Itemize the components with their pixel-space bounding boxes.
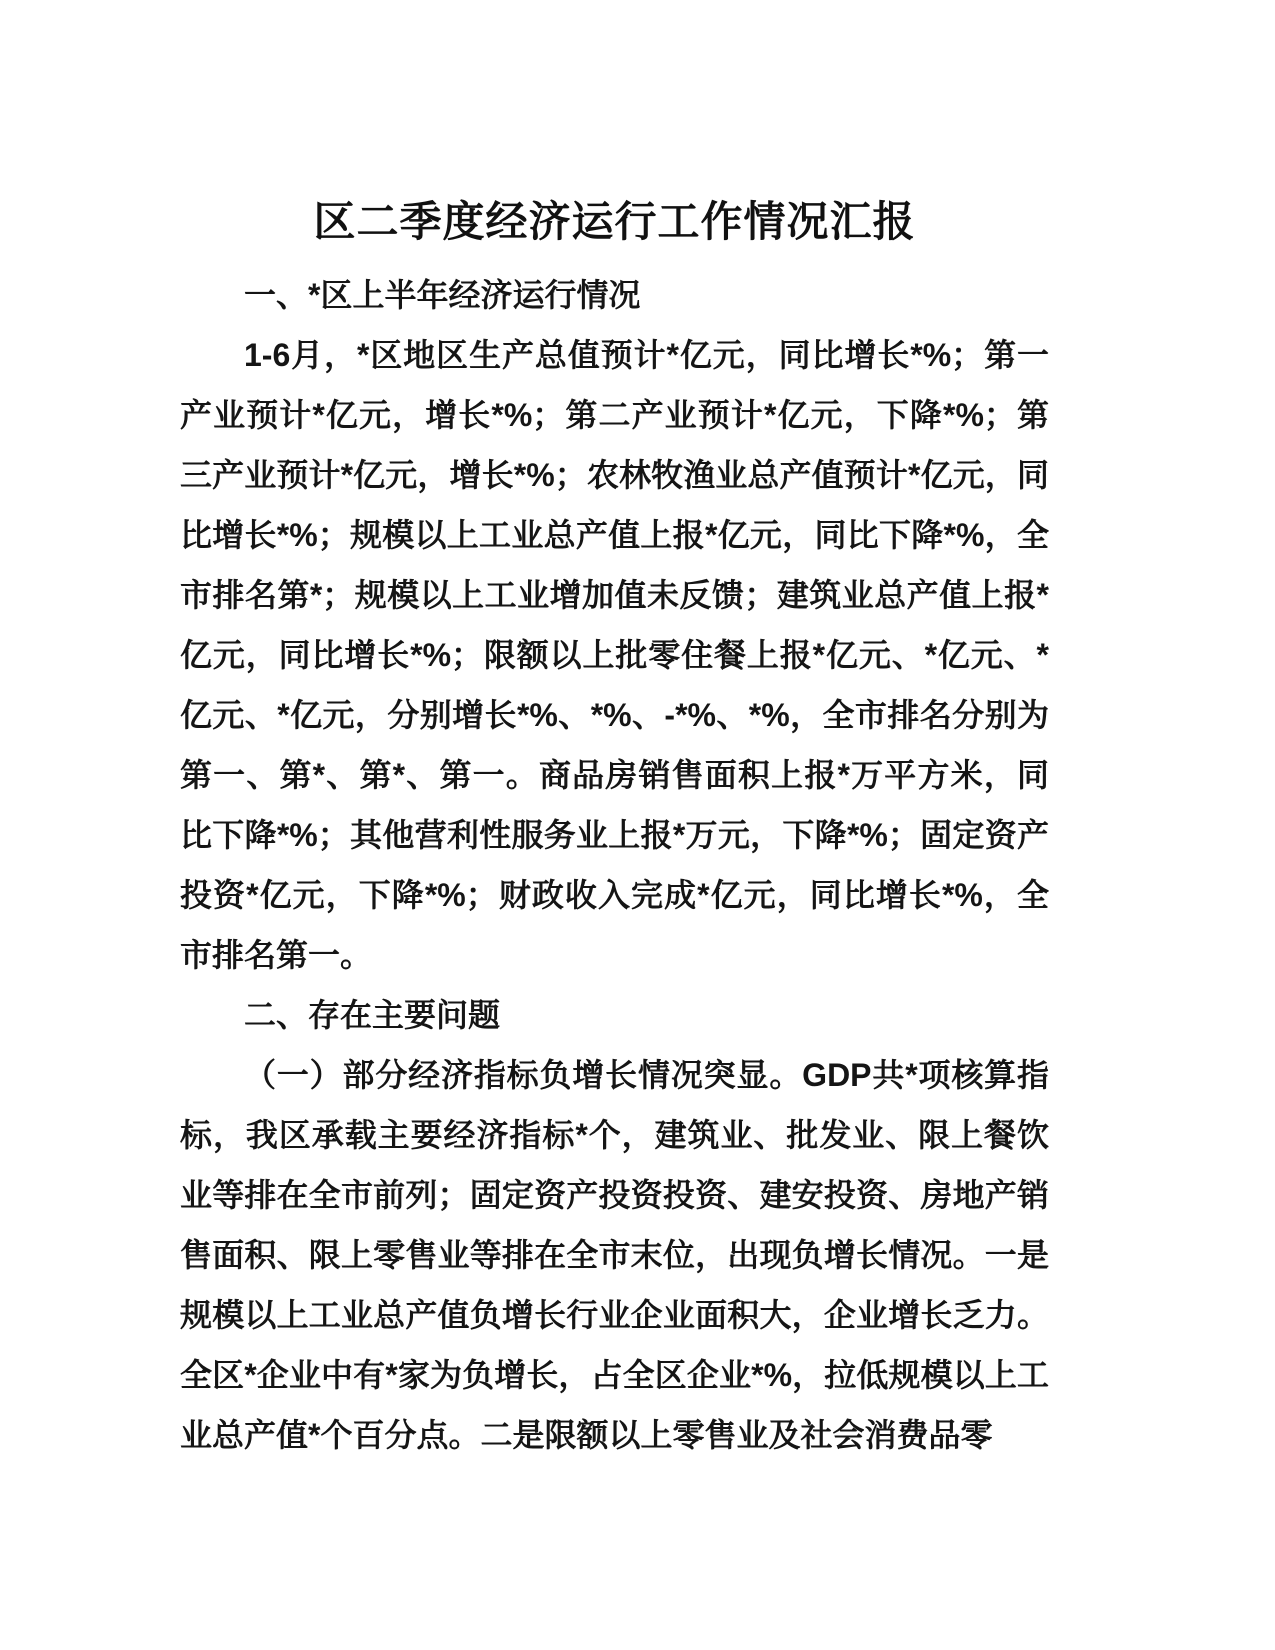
document-title: 区二季度经济运行工作情况汇报 (313, 198, 916, 245)
section-heading-overview: 一、*区上半年经济运行情况 (244, 276, 641, 313)
paragraph-main-problems: （一）部分经济指标负增长情况突显。GDP共*项核算指标，我区承载主要经济指标*个，建筑业、批发业、限上餐饮业等排在全市前列；固定资产投资投资、建安投资、房地产销售面积、限上零售业等排在全市末位，出现负增长情况。一是规模以上工业总产值负增长行业企业面积大，企业增长乏力。全区*企业中有*家为负增长，占全区企业*%，拉低规模以上工业总产值*个百分点。二是限额以上零售业及社会消费品零 (180, 1056, 1049, 1453)
section-heading-problems: 二、存在主要问题 (244, 996, 501, 1033)
paragraph-economic-overview: 1-6月，*区地区生产总值预计*亿元，同比增长*%；第一产业预计*亿元，增长*%；第二产业预计*亿元，下降*%；第三产业预计*亿元，增长*%；农林牧渔业总产值预计*亿元，同比增长*%；规模以上工业总产值上报*亿元，同比下降*%，全市排名第*；规模以上工业增加值未反馈；建筑业总产值上报*亿元，同比增长*%；限额以上批零住餐上报*亿元、*亿元、*亿元、*亿元，分别增长*%、*%、-*%、*%，全市排名分别为第一、第*、第*、第一。商品房销售面积上报*万平方米，同比下降*%；其他营利性服务业上报*万元，下降*%；固定资产投资*亿元，下降*%；财政收入完成*亿元，同比增长*%，全市排名第一。 (180, 336, 1049, 973)
